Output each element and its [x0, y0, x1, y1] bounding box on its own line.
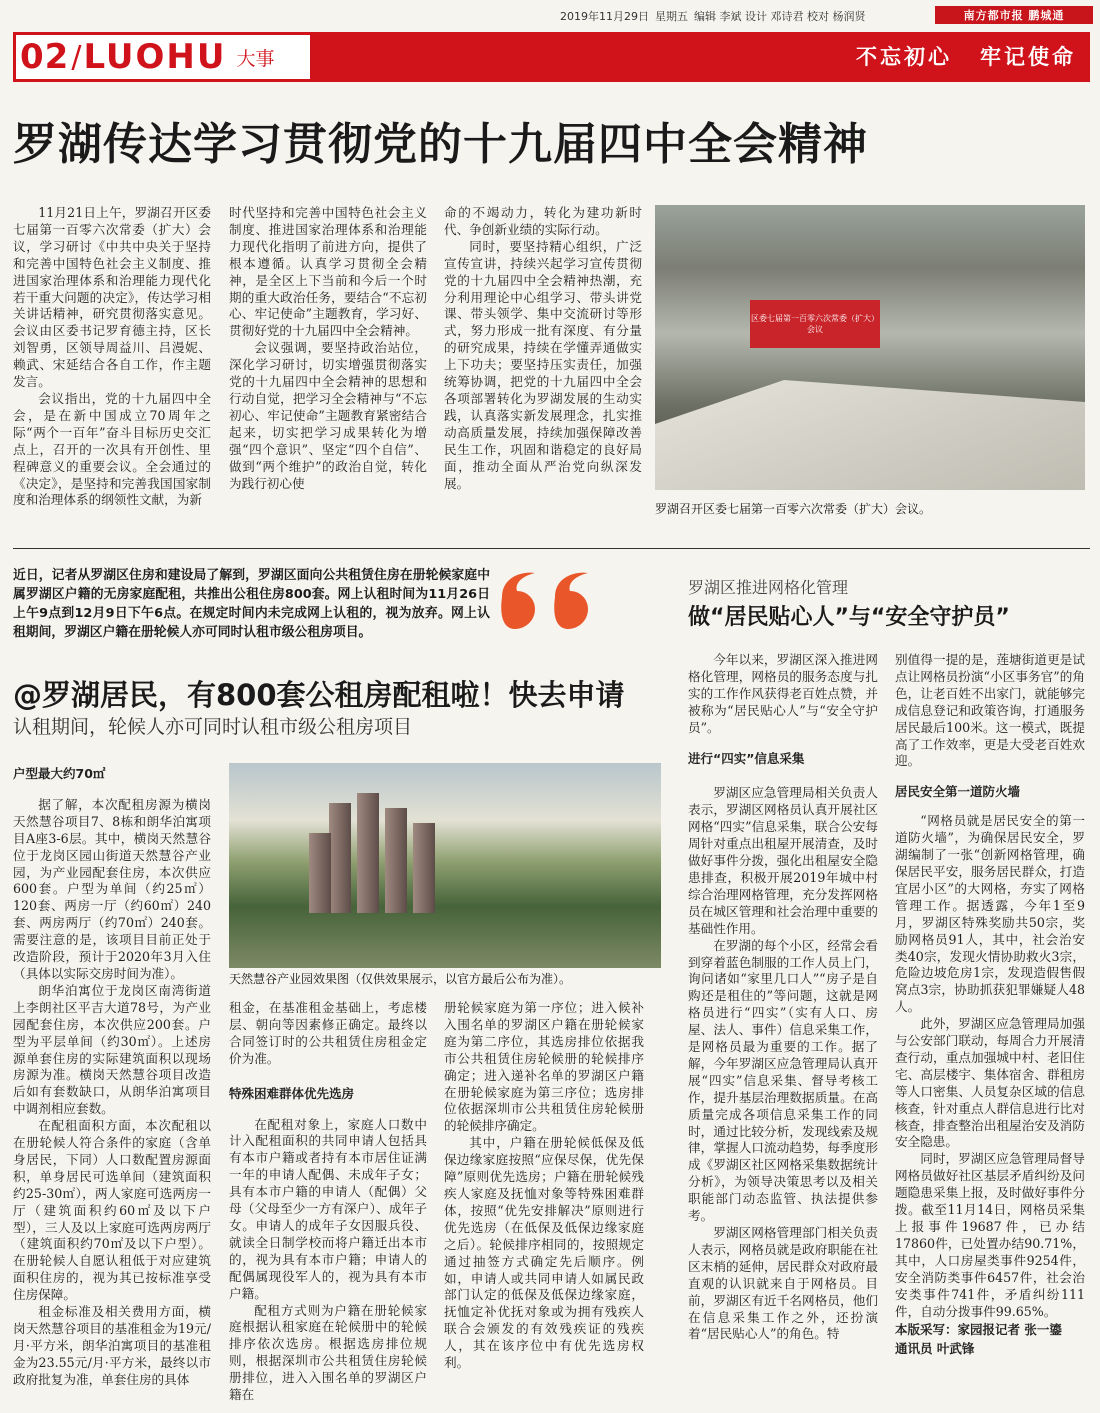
paragraph: “网格员就是居民安全的第一道防火墙”，为确保居民安全，罗湖编制了一张“创新网格管理，确保居民平安，服务居民群众，打造宜居小区”的大网格，夯实了网格管理工作。据透露，今年1至9月，罗湖区特殊奖励共50宗，奖励网格员91人，其中，社会治安类40宗，发现火情协助救火3宗，危险边坡危房1宗，发现造假售假窝点3宗，协助抓获犯罪嫌疑人48人。	[895, 813, 1085, 1015]
byline-correspondent: 通讯员 叶武锋	[895, 1341, 975, 1357]
building	[413, 823, 435, 913]
slogan-left: 不忘初心	[856, 45, 952, 69]
story2-subtitle: 认租期间，轮候人亦可同时认租市级公租房项目	[13, 716, 413, 738]
meeting-screen: 区委七届第一百零六次常委（扩大）会议	[750, 300, 880, 348]
building	[385, 808, 407, 913]
meeting-photo-caption: 罗湖召开区委七届第一百零六次常委（扩大）会议。	[655, 502, 932, 516]
paragraph: 11月21日上午，罗湖召开区委七届第一百零六次常委（扩大）会议，学习研讨《中共中央关于坚持和完善中国特色社会主义制度、推进国家治理体系和治理能力现代化若干重大问题的决定》，传达学习相关讲话精神，研究贯彻落实意见。会议由区委书记罗育德主持，区长刘智勇，区领导周益川、吕漫妮、赖武、宋延结合各自工作，作主题发言。	[13, 205, 211, 390]
story1-column-2	[229, 205, 427, 492]
paragraph: 罗湖区网格管理部门相关负责人表示，网格员就是政府职能在社区末梢的延伸，居民群众对政府最直观的认识就来自于网格员。目前，罗湖区有近千名网格员，他们在信息采集工作之外，还扮演着“居民贴心人”的角色。特	[688, 1225, 878, 1342]
building	[357, 793, 379, 913]
story3-column-2	[895, 652, 1085, 1358]
paragraph: 其中，户籍在册轮候低保及低保边缘家庭按照“应保尽保，优先保障”原则优先选房；户籍在册轮候残疾人家庭及抚恤对象等特殊困难群体，按照“优先安排解决”原则进行优先选房（在低保及低保边缘家庭之后）。轮候排序相同的，按照规定通过抽签方式确定先后顺序。例如，申请人或共同申请人如属民政部门认定的低保及低保边缘家庭，抚恤定补优抚对象或为拥有残疾人联合会颁发的有效残疾证的残疾人，其在该序位中有优先选房权利。	[444, 1135, 644, 1371]
paragraph: 在罗湖的每个小区，经常会看到穿着蓝色制服的工作人员上门，询问诸如“家里几口人”“房子是自购还是租住的”等问题，这就是网格员进行“四实”（实有人口、房屋、法人、事件）信息采集工作，是网格员最为重要的工作。据了解，今年罗湖区应急管理局认真开展“四实”信息采集、督导考核工作，提升基层治理数据质量。在高质量完成各项信息采集工作的同时，通过比较分析，发现线索及规律，掌握人口流动趋势，每季度形成《罗湖区社区网格采集数据统计分析》，为领导决策思考以及相关职能部门动态监管、执法提供参考。	[688, 937, 878, 1224]
page-meta	[560, 8, 865, 24]
story2-column-2	[229, 1000, 427, 1404]
story2-lead: 近日，记者从罗湖区住房和建设局了解到，罗湖区面向公共租赁住房在册轮候家庭中属罗湖区户籍的无房家庭配租，共推出公租住房800套。网上认租时间为11月26日上午9点到12月9日下午6点。在规定时间内未完成网上认租的，视为放弃。网上认租期间，罗湖区户籍在册轮候人亦可同时认租市级公租房项目。	[13, 568, 490, 640]
staff-credits: 编辑 李斌 设计 邓诗君 校对 杨润贤	[694, 10, 866, 23]
story2-column-1	[13, 762, 211, 1389]
issue-date: 2019年11月29日	[560, 10, 649, 23]
subhead: 特殊困难群体优先选房	[229, 1085, 355, 1101]
paragraph: 在配租对象上，家庭人口数中计入配租面积的共同申请人包括具有本市户籍或者持有本市居住证满一年的申请人配偶、未成年子女；具有本市户籍的申请人（配偶）父母（父母至少一方有深户）、成年子女。申请人的成年子女因服兵役、就读全日制学校而将户籍迁出本市的，视为具有本市户籍；申请人的配偶属现役军人的，视为具有本市户籍。	[229, 1116, 427, 1301]
meeting-photo	[655, 205, 1085, 490]
paragraph: 时代坚持和完善中国特色社会主义制度、推进国家治理体系和治理能力现代化指明了前进方向，提供了根本遵循。认真学习贯彻全会精神，是全区上下当前和今后一个时期的重大政治任务，要结合“不忘初心、牢记使命”主题教育，学习好、贯彻好党的十九届四中全会精神。	[229, 205, 427, 339]
story2-headline: @罗湖居民，有800套公租房配租啦！快去申请	[13, 678, 625, 712]
paragraph: 册轮候家庭为第一序位；进入候补入围名单的罗湖区户籍在册轮候家庭为第二序位，其选房排位依据我市公共租赁住房轮候册的轮候排序确定；进入递补名单的罗湖区户籍在册轮候家庭为第三序位；选房排位依据深圳市公共租赁住房轮候册的轮候排序确定。	[444, 1000, 644, 1134]
section-name: LUOHU	[83, 37, 227, 77]
paragraph: 在配租面积方面，本次配租以在册轮候人符合条件的家庭（含单身居民，下同）人口数配置房源面积，单身居民可选单间（建筑面积约25-30㎡），两人家庭可选两房一厅（建筑面积约60㎡及以下户型），三人及以上家庭可选两房两厅（建筑面积约70㎡及以下户型）。在册轮候人自愿认租低于对应建筑面积住房的，视为其已按标准享受住房保障。	[13, 1118, 211, 1303]
divider	[13, 548, 1090, 549]
divider-slash: /	[71, 39, 82, 75]
paragraph: 此外，罗湖区应急管理局加强与公安部门联动，每周合力开展清查行动，重点加强城中村、老旧住宅、高层楼宇、集体宿舍、群租房等人口密集、人员复杂区域的信息核查，针对重点人群信息进行比对核查，排查整治出租屋治安及消防安全隐患。	[895, 1016, 1085, 1150]
story3-column-1	[688, 652, 878, 1343]
paragraph: 配租方式则为户籍在册轮候家庭根据认租家庭在轮候册中的轮候排序依次选房。根据选房排位规则，根据深圳市公共租赁住房轮候册排位，进入入围名单的罗湖区户籍在	[229, 1302, 427, 1403]
paragraph: 会议强调，要坚持政治站位，深化学习研讨，切实增强贯彻落实党的十九届四中全会精神的思想和行动自觉，把学习全会精神与“不忘初心、牢记使命”主题教育紧密结合起来，切实把学习成果转化为增强“四个意识”、坚定“四个自信”、做到“两个维护”的政治自觉，转化为践行初心使	[229, 340, 427, 491]
issue-weekday: 星期五	[655, 10, 688, 23]
story1-column-1	[13, 205, 211, 509]
paragraph: 会议指出，党的十九届四中全会，是在新中国成立70周年之际“两个一百年”奋斗目标历史交汇点上，召开的一次具有开创性、里程碑意义的重要会议。全会通过的《决定》，是坚持和完善我国国家制度和治理体系的纲领性文献，为新	[13, 390, 211, 508]
paragraph: 朗华泊寓位于龙岗区南湾街道上李朗社区平吉大道78号，为产业园配套住房，本次供应200套。户型为平层单间（约30㎡）。上述房源单套住房的实际建筑面积以现场房源为准。横岗天然慧谷项目改造后如有套数缺口，从朗华泊寓项目中调剂相应套数。	[13, 982, 211, 1117]
paragraph: 命的不竭动力，转化为建功新时代、争创新业绩的实际行动。	[444, 205, 642, 237]
building	[329, 803, 351, 913]
subhead: 户型最大约70㎡	[13, 766, 106, 781]
story3-kicker: 罗湖区推进网格化管理	[688, 578, 849, 597]
paragraph: 别值得一提的是，莲塘街道更是试点让网格员扮演“小区事务官”的角色，让老百姓不出家门，就能够完成信息登记和政策咨询，打通服务居民最后100米。这一模式，既提高了工作效率，更是大受老百姓欢迎。	[895, 652, 1085, 769]
story1-column-3	[444, 205, 642, 492]
building	[309, 833, 331, 913]
section-banner	[13, 32, 1090, 82]
story3-headline: 做“居民贴心人”与“安全守护员”	[688, 605, 1010, 630]
story2-column-3	[444, 1000, 644, 1372]
paragraph: 租金，在基准租金基础上，考虑楼层、朝向等因素修正确定。最终以合同签订时的公共租赁住房租金定价为准。	[229, 1000, 427, 1066]
slogan	[856, 41, 1076, 71]
headline-main: 罗湖传达学习贯彻党的十九届四中全会精神	[13, 119, 868, 170]
paragraph: 罗湖区应急管理局相关负责人表示，罗湖区网格员认真开展社区网格“四实”信息采集，联合公安每周针对重点出租屋开展清查，及时做好事件分拨，强化出租屋安全隐患排查，积极开展2019年城中村综合治理网格管理，充分发挥网格员在城区管理和社会治理中重要的基础性作用。	[688, 785, 878, 936]
byline-reporter: 本版采写：家园报记者 张一鎏	[895, 1322, 1062, 1338]
building-rendering-photo	[229, 763, 661, 968]
page-label	[13, 32, 313, 82]
subhead: 进行“四实”信息采集	[688, 750, 805, 766]
paragraph: 同时，要坚持精心组织，广泛宣传宣讲，持续兴起学习宣传贯彻党的十九届四中全会精神热潮，充分利用理论中心组学习、带头讲党课、带头领学、集中交流研讨等形式，努力形成一批有深度、有分量的研究成果，持续在学懂弄通做实上下功夫；要坚持压实责任，加强统筹协调，把党的十九届四中全会各项部署转化为罗湖发展的生动实践，认真落实新发展理念，扎实推动高质量发展，持续加强保障改善民生工作，巩固和谐稳定的良好局面，推动全面从严治党向纵深发展。	[444, 238, 642, 491]
page-number: 02	[20, 37, 70, 77]
quote-icon	[497, 567, 607, 637]
paragraph: 同时，罗湖区应急管理局督导网格员做好社区基层矛盾纠纷及问题隐患采集上报，及时做好事件分拨。截至11月14日，网格员采集上报事件19687件，已办结17860件，已处置办结90.71%，其中，人口房屋类事件9254件，安全消防类事件6457件，社会治安类事件741件，矛盾纠纷111件，自动分拨事件99.65%。	[895, 1151, 1085, 1319]
paragraph: 租金标准及相关费用方面，横岗天然慧谷项目的基准租金为19元/月·平方米，朗华泊寓项目的基准租金为23.55元/月·平方米，最终以市政府批复为准，单套住房的具体	[13, 1304, 211, 1387]
meeting-table	[655, 380, 1085, 490]
rendering-caption: 天然慧谷产业园效果图（仅供效果展示，以官方最后公布为准）。	[229, 972, 572, 986]
masthead-logo: 南方都市报 鹏城通	[935, 6, 1093, 24]
subhead: 居民安全第一道防火墙	[895, 784, 1021, 800]
paragraph: 据了解，本次配租房源为横岗天然慧谷项目7、8栋和朗华泊寓项目A座3-6层。其中，横岗天然慧谷位于龙岗区园山街道天然慧谷产业园，为产业园配套住房，本次供应600套。户型为单间（约25㎡）120套、两房一厅（约60㎡）240套、两房两厅（约70㎡）240套。需要注意的是，该项目目前正处于改造阶段，预计于2020年3月入住（具体以实际交房时间为准）。	[13, 796, 211, 981]
paragraph: 今年以来，罗湖区深入推进网格化管理，网格员的服务态度与扎实的工作作风获得老百姓点赞，并被称为“居民贴心人”与“安全守护员”。	[688, 652, 878, 735]
section-category: 大事	[236, 47, 275, 70]
slogan-right: 牢记使命	[980, 45, 1076, 69]
